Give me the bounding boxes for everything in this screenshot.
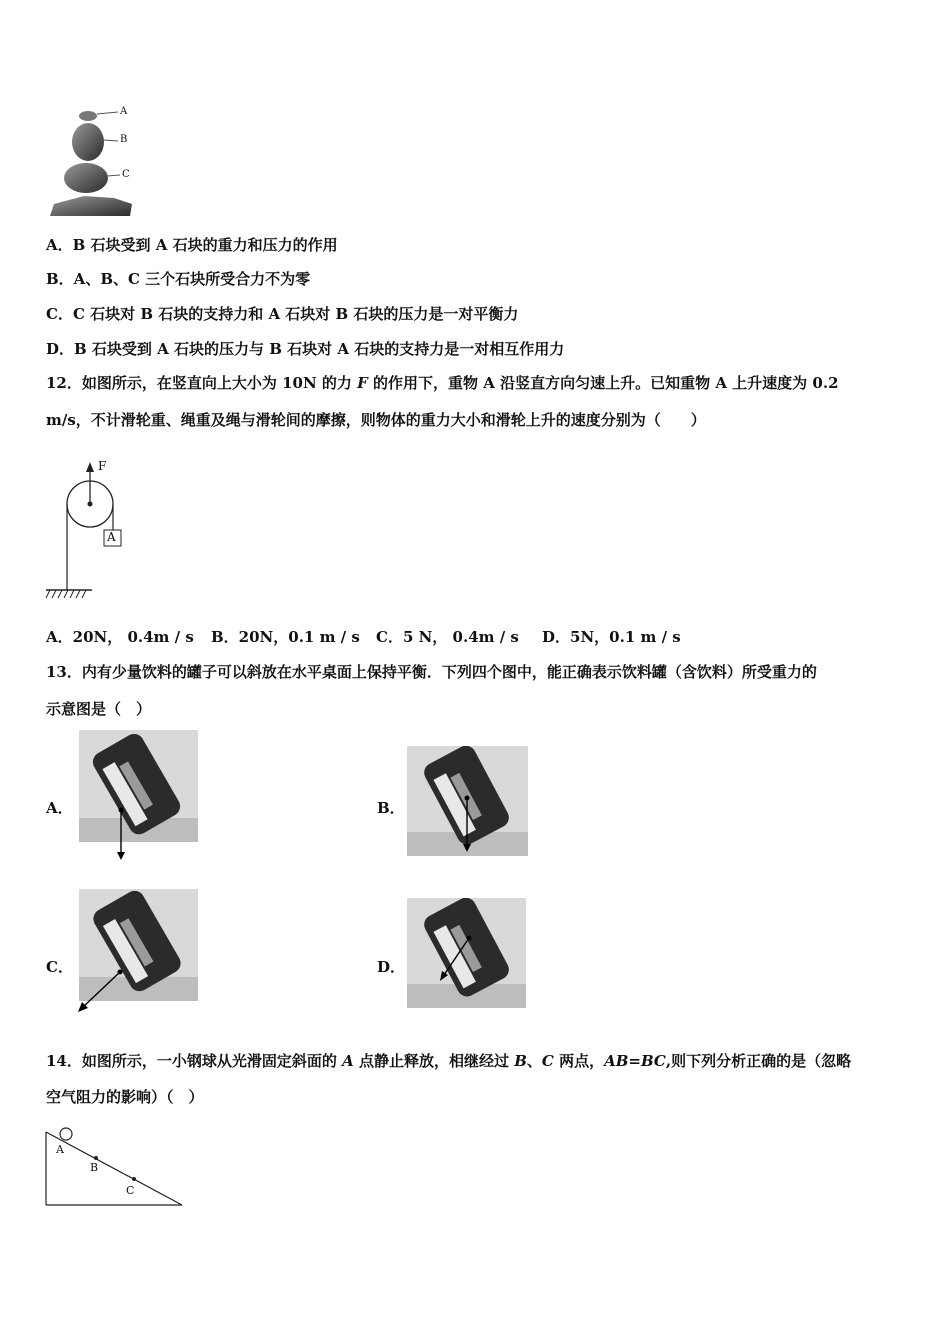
q14-var-eq: AB=BC [604,1052,666,1070]
q12-stem-line2: m/s，不计滑轮重、绳重及绳与滑轮间的摩擦，则物体的重力大小和滑轮上升的速度分别为（ ） [46,411,706,429]
q14-sep: 、 [526,1052,542,1070]
q11-option-a: A．B 石块受到 A 石块的重力和压力的作用 [46,236,338,254]
q14-text-d: ,则下列分析正确的是（忽略 [665,1052,852,1070]
q12-option-b: B．20N，0.1 m / s [211,628,360,646]
gravity-arrow-a [111,802,131,862]
q14-text-c: 两点， [553,1052,605,1070]
q12-stem-line1 [46,373,839,393]
q13-option-a-label: A． [46,799,73,817]
q14-var-b: B [514,1052,527,1070]
q13-option-b-label: B． [377,799,405,817]
can-photo-b [407,746,528,856]
can-photo-a [79,730,198,842]
q14-stem-line1 [46,1051,851,1071]
q14-var-c: C [541,1052,554,1070]
stone-label-c: C [122,169,130,180]
q13-stem-line2: 示意图是（ ） [46,700,152,718]
q12-stem-var-f: F [357,374,368,392]
q14-stem-line2: 空气阻力的影响）（ ） [46,1088,204,1106]
incline-label-c: C [126,1184,135,1197]
q12-option-d: D．5N，0.1 m / s [542,628,681,646]
pulley-force-label: F [98,459,107,473]
incline-figure [44,1124,186,1210]
q12-stem-text-a: 12．如图所示，在竖直向上大小为 10N 的力 [46,374,358,392]
stone-label-b: B [120,134,128,145]
pulley-figure [44,456,134,606]
q13-stem-line1: 13．内有少量饮料的罐子可以斜放在水平桌面上保持平衡．下列四个图中，能正确表示饮料罐（含饮料）所受重力的 [46,663,817,681]
can-photo-d [407,898,526,1008]
q11-option-b: B．A、B、C 三个石块所受合力不为零 [46,270,311,288]
incline-label-b: B [90,1161,99,1174]
q14-text-b: 点静止释放，相继经过 [353,1052,515,1070]
q14-var-a: A [342,1052,354,1070]
gravity-arrow-c [74,964,130,1016]
pulley-block-label: A [107,530,116,544]
q12-stem-text-b: 的作用下，重物 A 沿竖直方向匀速上升。已知重物 A 上升速度为 0.2 [367,374,839,392]
stone-label-a: A [120,106,128,117]
q13-option-d-label: D． [377,958,406,976]
incline-label-a: A [56,1143,64,1156]
q11-option-c: C．C 石块对 B 石块的支持力和 A 石块对 B 石块的压力是一对平衡力 [46,305,519,323]
q12-option-a: A．20N， 0.4m / s [46,628,194,646]
q12-option-c: C．5 N， 0.4m / s [376,628,519,646]
q13-option-c-label: C． [46,958,73,976]
stone-stack-figure [44,104,140,220]
q11-option-d: D．B 石块受到 A 石块的压力与 B 石块对 A 石块的支持力是一对相互作用力 [46,340,565,358]
q14-text-a: 14．如图所示，一小钢球从光滑固定斜面的 [46,1052,343,1070]
